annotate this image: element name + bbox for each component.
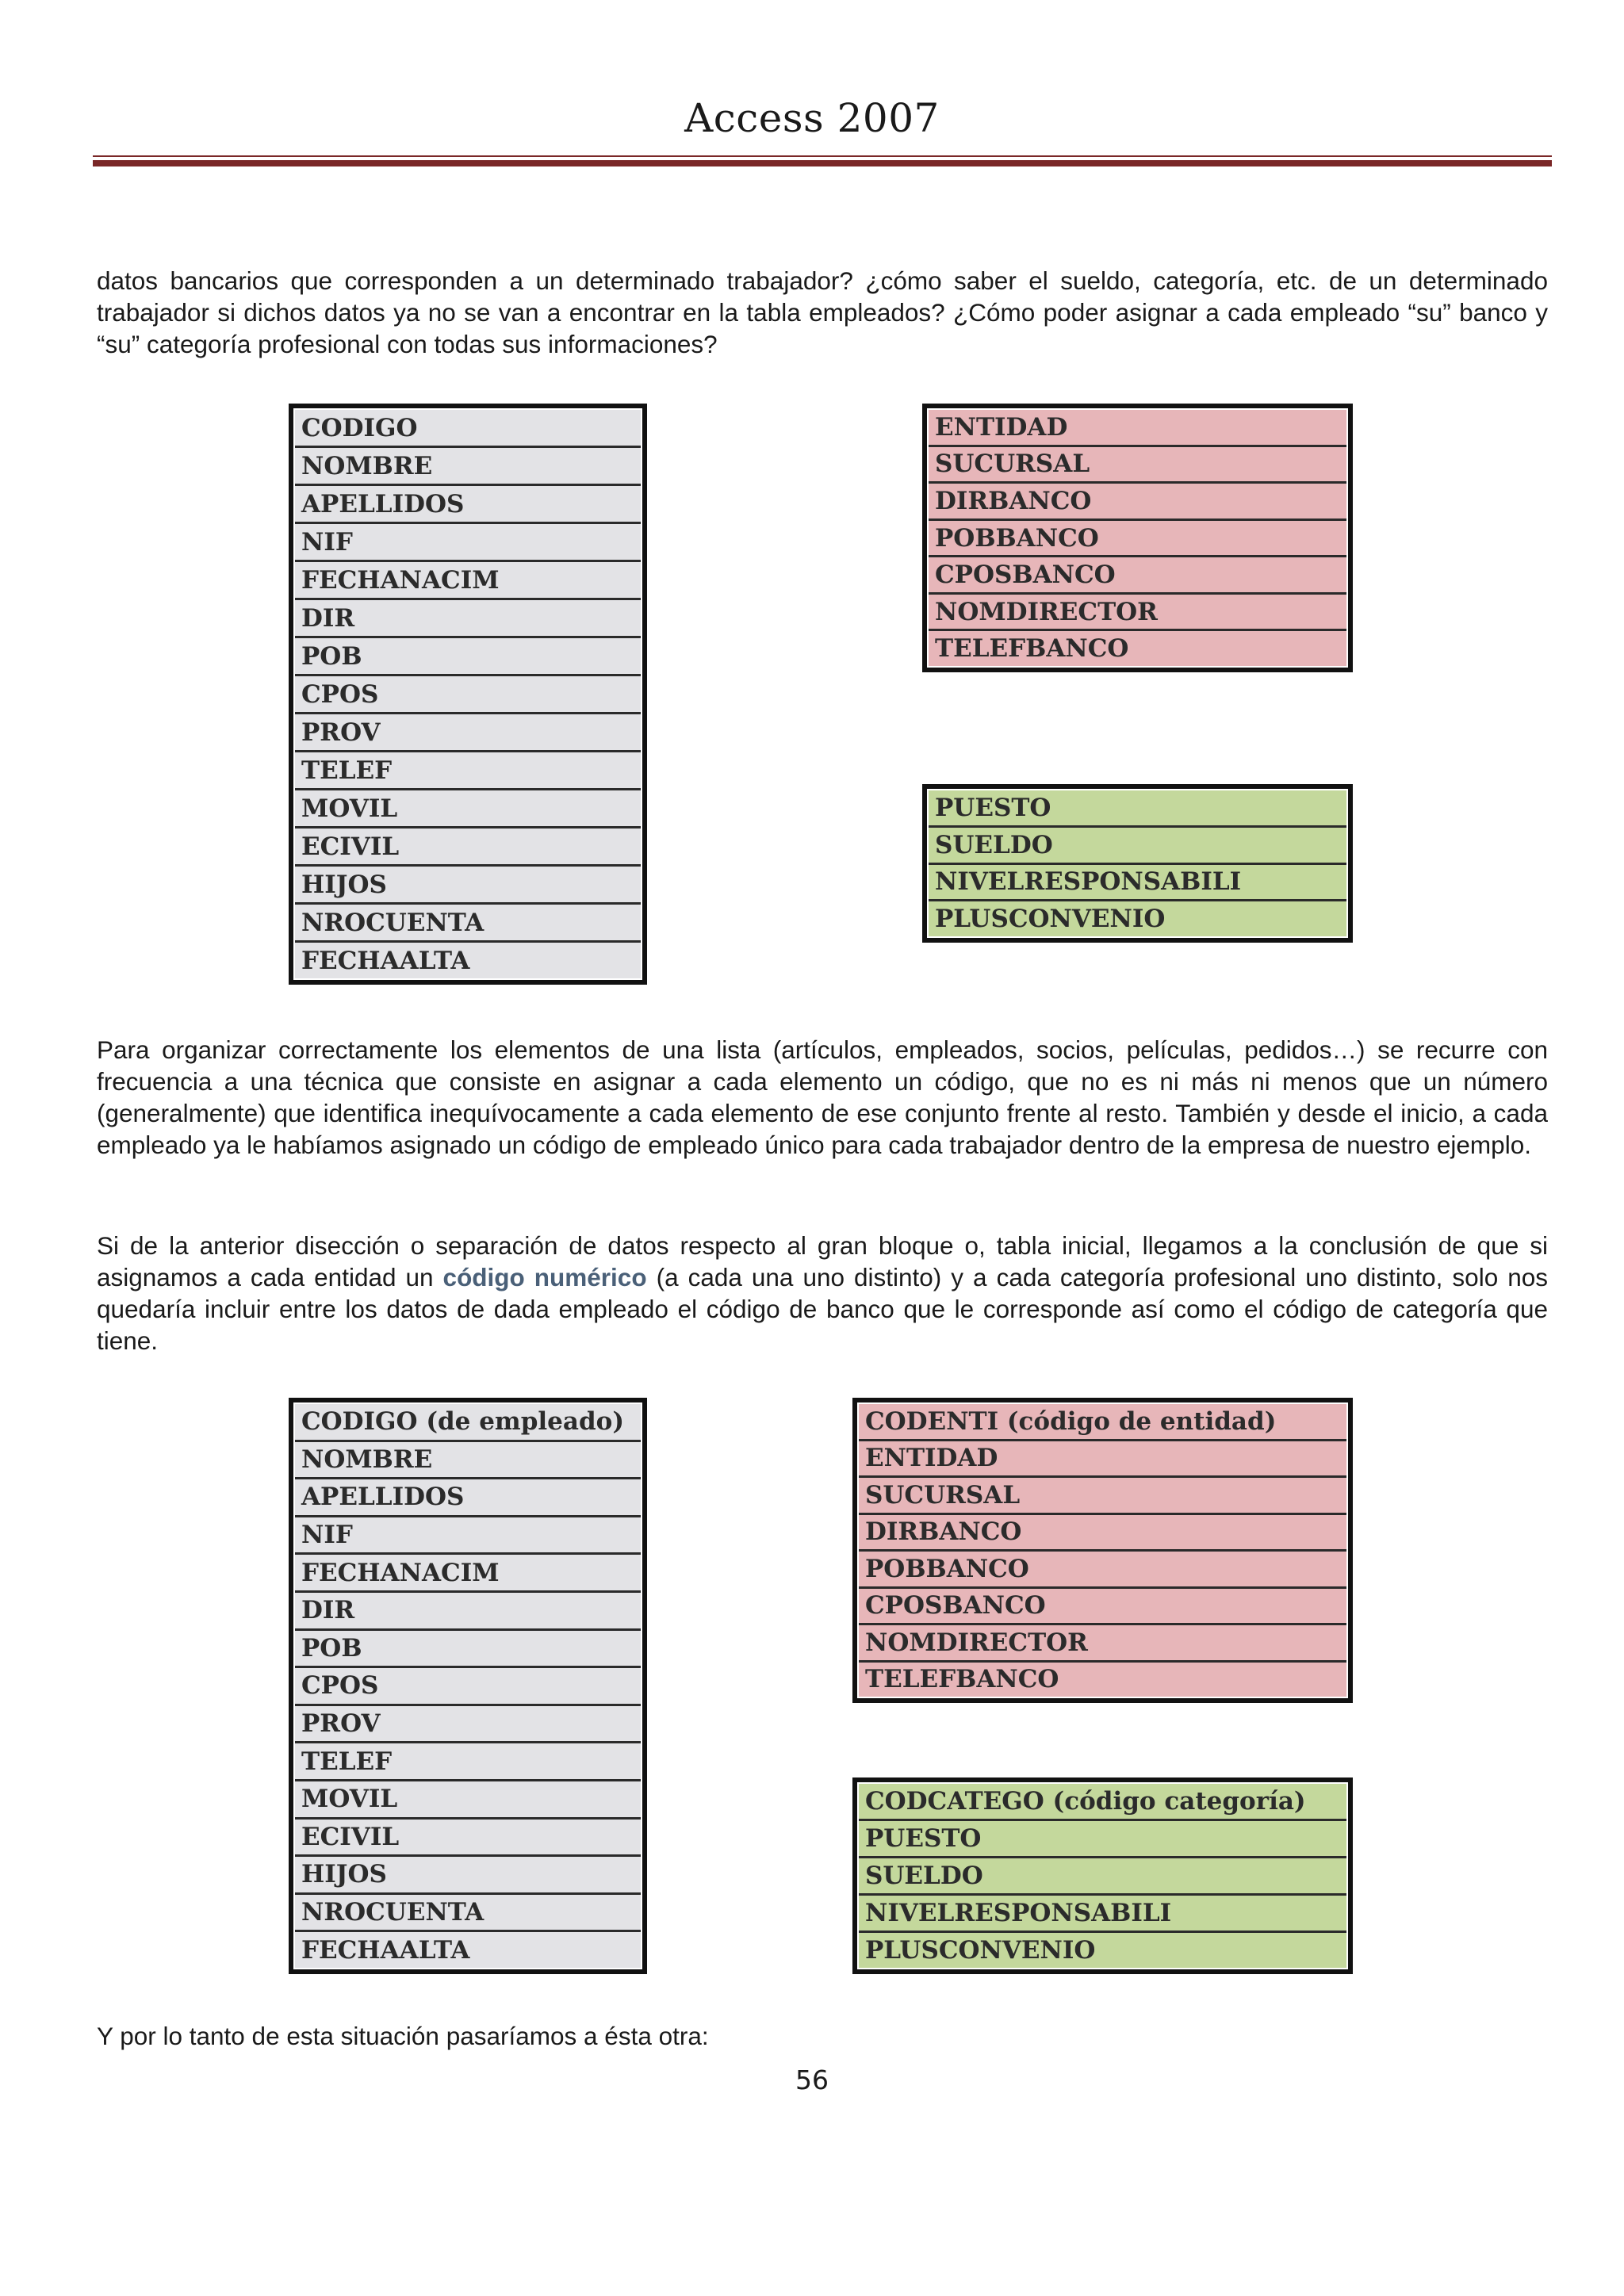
header-rule-thin xyxy=(93,155,1552,157)
paragraph-code-assignment-before: Si de la anterior disección o separación de datos respecto al gran bloque o, tabla inicial, llegamos a la conclusión de que si asignamos a cada entidad un xyxy=(97,1231,1548,1292)
field-row: CPOS xyxy=(295,1666,641,1704)
field-row: POBBANCO xyxy=(929,519,1346,556)
field-row: DIR xyxy=(295,1590,641,1628)
field-row: CPOSBANCO xyxy=(859,1586,1346,1624)
field-row: PROV xyxy=(295,1704,641,1742)
employee-fields-table-coded xyxy=(289,1398,647,1974)
field-row: FECHANACIM xyxy=(295,560,641,598)
paragraph-transition: Y por lo tanto de esta situación pasaríamos a ésta otra: xyxy=(97,2022,709,2050)
field-row: CPOS xyxy=(295,674,641,712)
field-row: NROCUENTA xyxy=(295,1892,641,1931)
field-row: NIVELRESPONSABILI xyxy=(859,1893,1346,1931)
field-row: MOVIL xyxy=(295,788,641,826)
field-row: TELEFBANCO xyxy=(929,629,1346,666)
paragraph-code-assignment-after: (a cada una uno distinto) y a cada categoría profesional uno distinto, solo nos quedaría incluir entre los datos de dada empleado el código de banco que le corresponde así como el código de categoría que tiene. xyxy=(97,1263,1548,1355)
field-row: NOMDIRECTOR xyxy=(929,592,1346,629)
field-row: CODENTI (código de entidad) xyxy=(859,1404,1346,1439)
field-row: TELEFBANCO xyxy=(859,1660,1346,1697)
field-row: NOMDIRECTOR xyxy=(859,1623,1346,1660)
field-row: ENTIDAD xyxy=(929,410,1346,445)
field-row: PLUSCONVENIO xyxy=(859,1931,1346,1968)
field-row: NROCUENTA xyxy=(295,902,641,940)
field-row: DIRBANCO xyxy=(929,481,1346,519)
field-row: HIJOS xyxy=(295,864,641,902)
field-row: CPOSBANCO xyxy=(929,555,1346,592)
field-row: FECHAALTA xyxy=(295,940,641,978)
field-row: CODIGO xyxy=(295,410,641,446)
field-row: DIR xyxy=(295,598,641,636)
category-fields-table-coded xyxy=(852,1777,1353,1974)
field-row: NOMBRE xyxy=(295,446,641,484)
employee-fields-table xyxy=(289,404,647,985)
bank-fields-table-coded xyxy=(852,1398,1353,1703)
field-row: SUCURSAL xyxy=(929,445,1346,482)
category-fields-table xyxy=(922,784,1353,943)
field-row: CODIGO (de empleado) xyxy=(295,1404,641,1440)
page-number: 56 xyxy=(795,2064,829,2095)
field-row: FECHANACIM xyxy=(295,1552,641,1590)
field-row: TELEF xyxy=(295,1741,641,1779)
field-row: ENTIDAD xyxy=(859,1439,1346,1476)
field-row: MOVIL xyxy=(295,1779,641,1817)
paragraph-coding-technique: Para organizar correctamente los elementos de una lista (artículos, empleados, socios, películas, pedidos…) se recurre con frecuencia a una técnica que consiste en asignar a cada elemento un código, que no es ni más ni menos que un número (generalmente) que identifica inequívocamente a cada elemento de ese conjunto frente al resto. También y desde el inicio, a cada empleado ya le habíamos asignado un código de empleado único para cada trabajador dentro de la empresa de nuestro ejemplo. xyxy=(97,1035,1548,1159)
field-row: APELLIDOS xyxy=(295,1477,641,1515)
field-row: POBBANCO xyxy=(859,1549,1346,1586)
field-row: HIJOS xyxy=(295,1854,641,1892)
field-row: FECHAALTA xyxy=(295,1930,641,1968)
field-row: APELLIDOS xyxy=(295,484,641,522)
field-row: ECIVIL xyxy=(295,1817,641,1855)
field-row: NIVELRESPONSABILI xyxy=(929,863,1346,900)
field-row: SUELDO xyxy=(859,1856,1346,1893)
field-row: SUCURSAL xyxy=(859,1475,1346,1513)
paragraph-code-assignment xyxy=(97,1230,1548,1357)
highlight-codigo-numerico: código numérico xyxy=(442,1263,647,1292)
field-row: CODCATEGO (código categoría) xyxy=(859,1784,1346,1819)
field-row: NIF xyxy=(295,522,641,560)
field-row: NIF xyxy=(295,1515,641,1553)
paragraph-intro: datos bancarios que corresponden a un determinado trabajador? ¿cómo saber el sueldo, categoría, etc. de un determinado trabajador si dichos datos ya no se van a encontrar en la tabla empleados? ¿Cómo poder asignar a cada empleado “su” banco y “su” categoría profesional con todas sus informaciones? xyxy=(97,266,1548,358)
field-row: PUESTO xyxy=(929,790,1346,825)
field-row: NOMBRE xyxy=(295,1440,641,1478)
field-row: ECIVIL xyxy=(295,826,641,864)
header-rule-thick xyxy=(93,160,1552,166)
field-row: DIRBANCO xyxy=(859,1513,1346,1550)
field-row: PUESTO xyxy=(859,1819,1346,1856)
page-header-title: Access 2007 xyxy=(684,95,940,141)
field-row: TELEF xyxy=(295,750,641,788)
field-row: POB xyxy=(295,636,641,674)
bank-fields-table xyxy=(922,404,1353,672)
field-row: SUELDO xyxy=(929,825,1346,863)
field-row: POB xyxy=(295,1628,641,1667)
field-row: PLUSCONVENIO xyxy=(929,899,1346,936)
field-row: PROV xyxy=(295,712,641,750)
